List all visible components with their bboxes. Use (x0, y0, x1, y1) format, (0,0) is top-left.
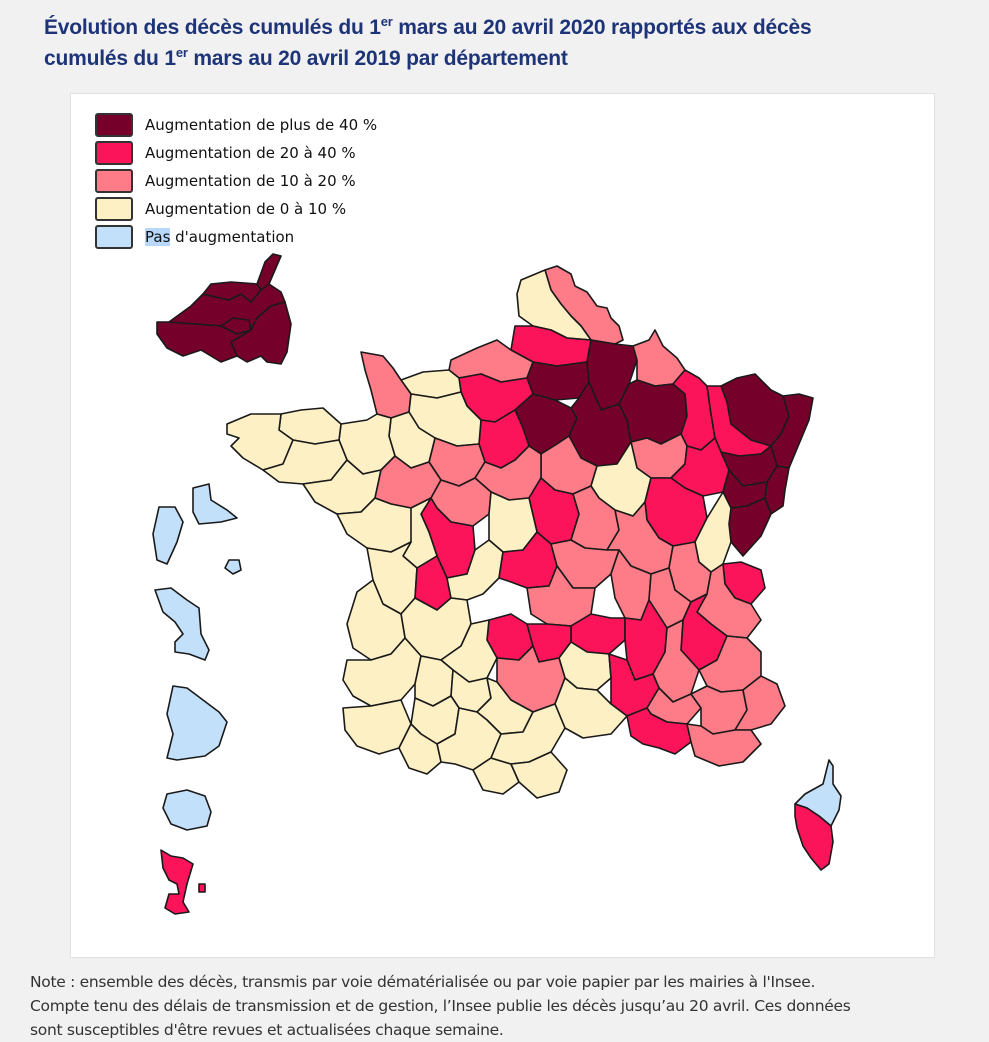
region-seine-saint-denis (257, 254, 281, 290)
page-title (44, 12, 964, 74)
region-la-r-union (163, 790, 211, 830)
region-mayotte (161, 850, 205, 914)
region-marne (619, 380, 687, 444)
region-martinique (155, 588, 209, 660)
region-guyane (167, 686, 227, 760)
legend-item-10-20: Augmentation de 10 à 20 % (95, 167, 377, 195)
region-manche (361, 352, 411, 418)
region-doubs (729, 498, 771, 556)
region-saint-martin (225, 560, 241, 574)
legend-item-20-40: Augmentation de 20 à 40 % (95, 139, 377, 167)
legend-item-over-40: Augmentation de plus de 40 % (95, 111, 377, 139)
legend-item-0-10: Augmentation de 0 à 10 % (95, 195, 377, 223)
metropolitan-france (227, 266, 813, 798)
title-line-1: Évolution des décès cumulés du 1er mars au 20 avril 2020 rapportés aux décès (44, 14, 812, 39)
legend-item-no-increase: Pas d'augmentation (95, 223, 377, 251)
footnote: Note : ensemble des décès, transmis par voie dématérialisée ou par voie papier par les mairies à l'Insee. Compte tenu des délais de transmission et de gestion, l’Insee publie les décès jusqu’au 20 avril. Ces données sont susceptibles d'être revues et actualisées chaque semaine. (30, 973, 851, 1039)
selected-text[interactable]: Pas (145, 228, 171, 246)
legend-swatch (95, 197, 133, 221)
legend-swatch (95, 141, 133, 165)
region-guadeloupe (153, 484, 237, 564)
region-ardennes (633, 330, 685, 386)
legend-swatch (95, 113, 133, 137)
legend-swatch (95, 225, 133, 249)
legend-swatch (95, 169, 133, 193)
map-panel (70, 93, 935, 958)
ile-de-france-inset (157, 254, 291, 364)
title-line-2: cumulés du 1er mars au 20 avril 2019 par département (44, 45, 568, 70)
map-legend (95, 111, 377, 251)
